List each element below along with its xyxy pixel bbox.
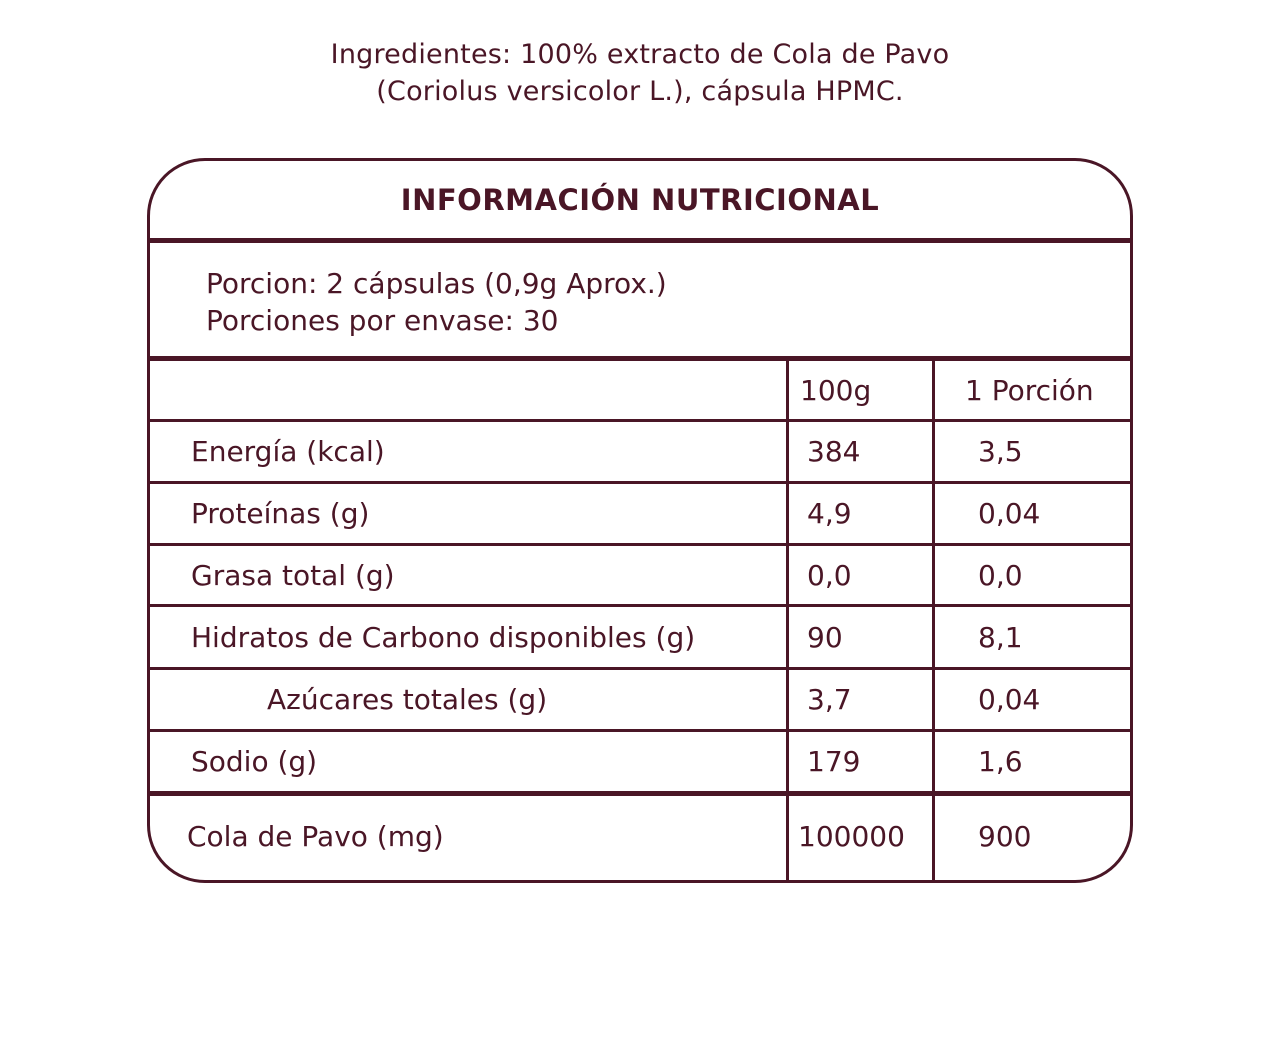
table-row — [150, 732, 1130, 796]
servings-per-container: Porciones por envase: 30 — [206, 304, 559, 337]
serving-size: Porcion: 2 cápsulas (0,9g Aprox.) — [206, 267, 667, 300]
nutrient-name: Hidratos de Carbono disponibles (g) — [191, 620, 696, 654]
table-title: INFORMACIÓN NUTRICIONAL — [150, 161, 1130, 243]
column-header-100g: 100g — [800, 373, 872, 407]
value-100g: 90 — [807, 620, 843, 654]
ingredients-text — [0, 36, 1280, 110]
value-portion: 0,04 — [978, 497, 1041, 530]
column-divider — [786, 358, 789, 880]
value-portion: 8,1 — [978, 620, 1023, 654]
table-row — [150, 607, 1130, 670]
nutrient-name: Azúcares totales (g) — [267, 683, 548, 716]
value-portion: 0,0 — [978, 558, 1023, 592]
table-header-row — [150, 361, 1130, 422]
value-100g: 100000 — [798, 819, 905, 853]
nutrition-facts-table — [147, 158, 1133, 883]
ingredients-line-1: Ingredientes: 100% extracto de Cola de Pavo — [330, 39, 950, 70]
table-row — [150, 670, 1130, 732]
nutrient-name: Proteínas (g) — [191, 497, 370, 530]
serving-info — [150, 243, 1130, 361]
column-header-portion: 1 Porción — [965, 373, 1094, 407]
value-portion: 900 — [978, 819, 1032, 853]
value-portion: 3,5 — [978, 435, 1023, 468]
table-row — [150, 484, 1130, 546]
table-row — [150, 422, 1130, 484]
value-100g: 179 — [807, 745, 861, 778]
value-100g: 384 — [807, 435, 861, 468]
nutrient-name: Energía (kcal) — [191, 435, 385, 468]
ingredients-line-2: (Coriolus versicolor L.), cápsula HPMC. — [376, 76, 904, 107]
table-row — [150, 796, 1130, 876]
nutrient-name: Sodio (g) — [191, 745, 318, 778]
value-portion: 1,6 — [978, 745, 1023, 778]
column-divider — [932, 358, 935, 880]
value-100g: 4,9 — [807, 497, 852, 530]
nutrient-name: Cola de Pavo (mg) — [187, 819, 444, 853]
nutrient-name: Grasa total (g) — [191, 558, 395, 592]
value-100g: 0,0 — [807, 558, 852, 592]
table-row — [150, 546, 1130, 607]
value-100g: 3,7 — [807, 683, 852, 716]
value-portion: 0,04 — [978, 683, 1041, 716]
